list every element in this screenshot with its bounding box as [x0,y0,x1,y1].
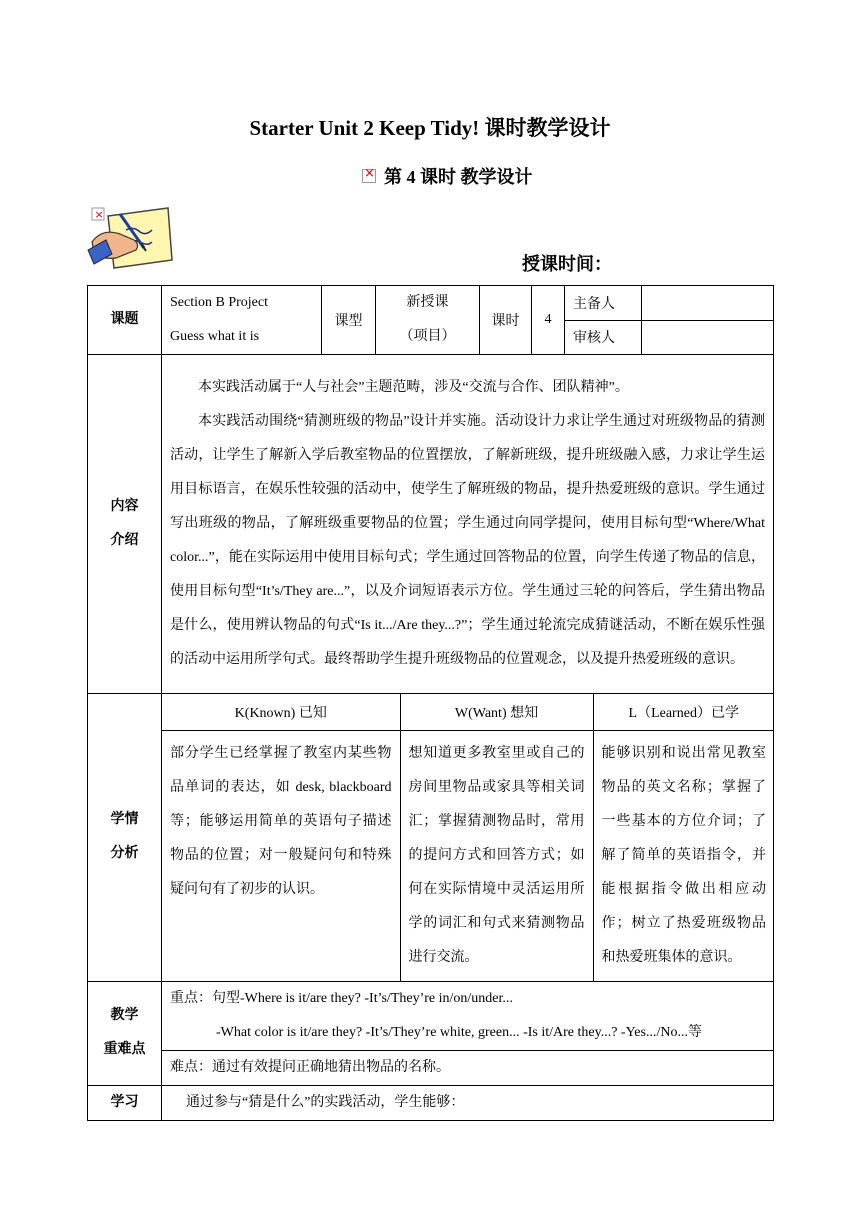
preparer-value [642,286,774,321]
topic-value [162,286,322,355]
intro-content [162,355,774,694]
key-points-label [88,981,162,1085]
period-value: 4 [532,286,565,355]
kwl-want-text: 想知道更多教室里或自己的房间里物品或家具等相关词汇；掌握猜测物品时，常用的提问方式和回答方式；如何在实际情境中灵活运用所学的词汇和句式来猜测物品进行交流。 [400,730,593,981]
subtitle-row [362,160,533,192]
learning-content: 通过参与“猜是什么”的实践活动，学生能够： [162,1085,774,1120]
svg-text:×: × [94,208,104,221]
kwl-header-learned: L（Learned）已学 [593,694,774,730]
key-point-line-2: -What color is it/are they? -It’s/They’re white, green... -Is it/Are they...? -Yes.../No...等 [216,1024,702,1040]
class-time-label: 授课时间： [522,254,612,274]
key-points-content [162,981,774,1050]
intro-paragraph-1: 本实践活动属于“人与社会”主题范畴，涉及“交流与合作、团队精神”。 [198,380,629,395]
kwl-container [162,694,774,982]
topic-line-2: Guess what it is [170,329,260,344]
key-point-line-1: 重点：句型-Where is it/are they? -It’s/They’re in/on/under... [170,990,513,1006]
preparer-label: 主备人 [565,286,642,321]
type-value [376,286,480,355]
learning-label: 学习 [88,1085,162,1120]
key-points-label-line-1: 教学 [110,1008,139,1023]
type-line-1: 新授课 [406,295,449,310]
type-label: 课型 [322,286,376,355]
intro-paragraph-2: 本实践活动围绕“猜测班级的物品”设计并实施。活动设计力求让学生通过对班级物品的猜测活动，让学生了解新入学后教室物品的位置摆放，了解新班级，提升班级融入感，力求让学生运用目标语言，在娱乐性较强的活动中，使学生了解班级的物品，提升热爱班级的意识。学生通过写出班级的物品，了解班级重要物品的位置；学生通过向同学提问，使用目标句型“Where/What color...”，能在实际运用中使用目标句式；学生通过回答物品的位置，向学生传递了物品的信息，使用目标句型“It’s/They are...”，以及介词短语表示方位。学生通过三轮的问答后，学生猜出物品是什么，使用辨认物品的句式“Is it.../Are they...?”；学生通过轮流完成猜谜活动，不断在娱乐性强的活动中运用所学句式。最终帮助学生提升班级物品的位置观念，以及提升热爱班级的意识。 [170,414,765,667]
topic-line-1: Section B Project [170,295,268,310]
intro-label [88,355,162,694]
kwl-known-text: 部分学生已经掌握了教室内某些物品单词的表达，如 desk, blackboard 等；能够运用简单的英语句子描述物品的位置；对一般疑问句和特殊疑问句有了初步的认识。 [162,730,400,981]
kwl-header-known: K(Known) 已知 [162,694,400,730]
topic-label: 课题 [88,286,162,355]
subtitle: 第 4 课时 教学设计 [384,167,533,187]
broken-image-icon [362,169,376,183]
intro-label-line-1: 内容 [110,499,139,514]
analysis-label [88,694,162,982]
type-line-2: （项目） [399,329,456,344]
intro-label-line-2: 介绍 [110,533,139,548]
key-points-label-line-2: 重难点 [103,1042,146,1057]
reviewer-label: 审核人 [565,320,642,355]
period-label: 课时 [480,286,532,355]
kwl-header-want: W(Want) 想知 [400,694,593,730]
writing-hand-clipart-icon [86,202,176,274]
reviewer-value [642,320,774,355]
kwl-learned-text: 能够识别和说出常见教室物品的英文名称；掌握了一些基本的方位介词；了解了简单的英语指令，并能根据指令做出相应动作；树立了热爱班级物品和热爱班集体的意识。 [593,730,774,981]
analysis-label-line-2: 分析 [110,846,139,862]
kwl-table [162,694,774,981]
document-title: Starter Unit 2 Keep Tidy! 课时教学设计 [249,116,611,140]
lesson-plan-table [87,285,774,1121]
difficulty-content: 难点：通过有效提问正确地猜出物品的名称。 [162,1050,774,1085]
analysis-label-line-1: 学情 [110,812,139,828]
